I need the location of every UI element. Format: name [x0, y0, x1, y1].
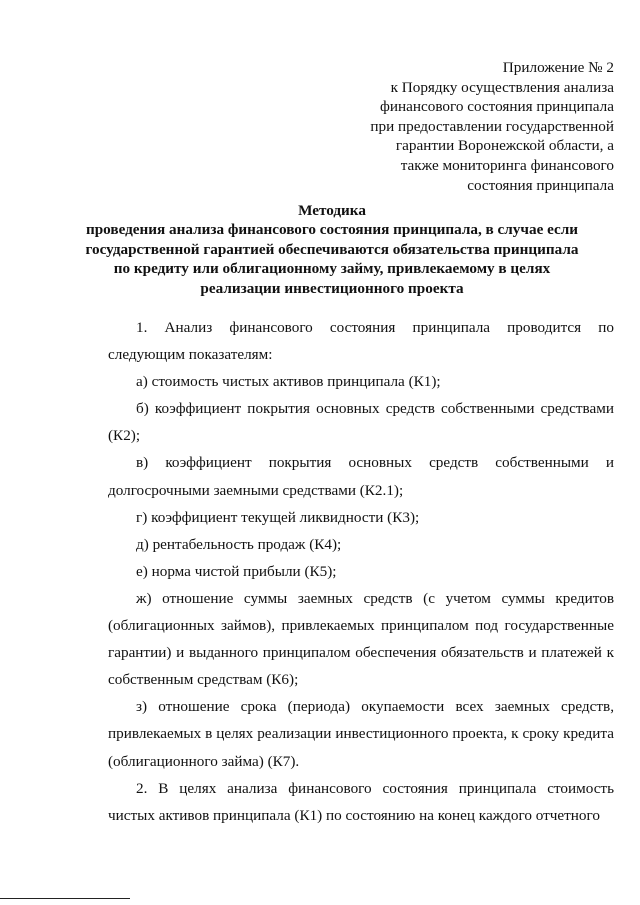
appendix-line: финансового состояния принципала [380, 98, 614, 116]
list-item: а) стоимость чистых активов принципала (К1); [136, 373, 441, 391]
appendix-line: состояния принципала [467, 176, 614, 194]
appendix-header [324, 58, 614, 195]
paragraph: 1. Анализ финансового состояния принципала проводится по следующим показателям: [108, 319, 614, 364]
title-line: Методика [298, 202, 366, 219]
title-line: по кредиту или облигационному займу, привлекаемому в целях [113, 260, 551, 278]
list-item: з) отношение срока (периода) окупаемости всех заемных средств, привлекаемых в целях реализации инвестиционного проекта, к сроку кредита (облигационного займа) (К7). [108, 698, 614, 770]
list-item: ж) отношение суммы заемных средств (с учетом суммы кредитов (облигационных займов), привлекаемых принципалом под государственные гарантии) и выданного принципалом обеспечения обязательств и платежей к собственным средствам (К6); [108, 589, 614, 689]
appendix-line: гарантии Воронежской области, а [395, 137, 614, 155]
title-line: реализации инвестиционного проекта [200, 279, 464, 297]
list-item: б) коэффициент покрытия основных средств собственными средствами (К2); [108, 400, 614, 445]
title-line: проведения анализа финансового состояния принципала, в случае если [85, 221, 579, 239]
title-line: государственной гарантией обеспечиваются обязательства принципала [85, 240, 579, 258]
list-item: д) рентабельность продаж (К4); [136, 535, 342, 553]
paragraph: 2. В целях анализа финансового состояния принципала стоимость чистых активов принципала (К1) по состоянию на конец каждого отчетного [108, 779, 614, 824]
appendix-line: при предоставлении государственной [370, 117, 614, 135]
appendix-line: Приложение № 2 [502, 59, 614, 76]
appendix-line: также мониторинга финансового [400, 156, 614, 174]
list-item: е) норма чистой прибыли (К5); [136, 562, 337, 580]
appendix-line: к Порядку осуществления анализа [390, 78, 614, 96]
document-body [108, 314, 614, 829]
footnote-divider [0, 898, 130, 899]
list-item: г) коэффициент текущей ликвидности (К3); [136, 508, 420, 526]
document-title [84, 201, 580, 298]
list-item: в) коэффициент покрытия основных средств собственными и долгосрочными заемными средствами (К2.1); [108, 454, 614, 499]
